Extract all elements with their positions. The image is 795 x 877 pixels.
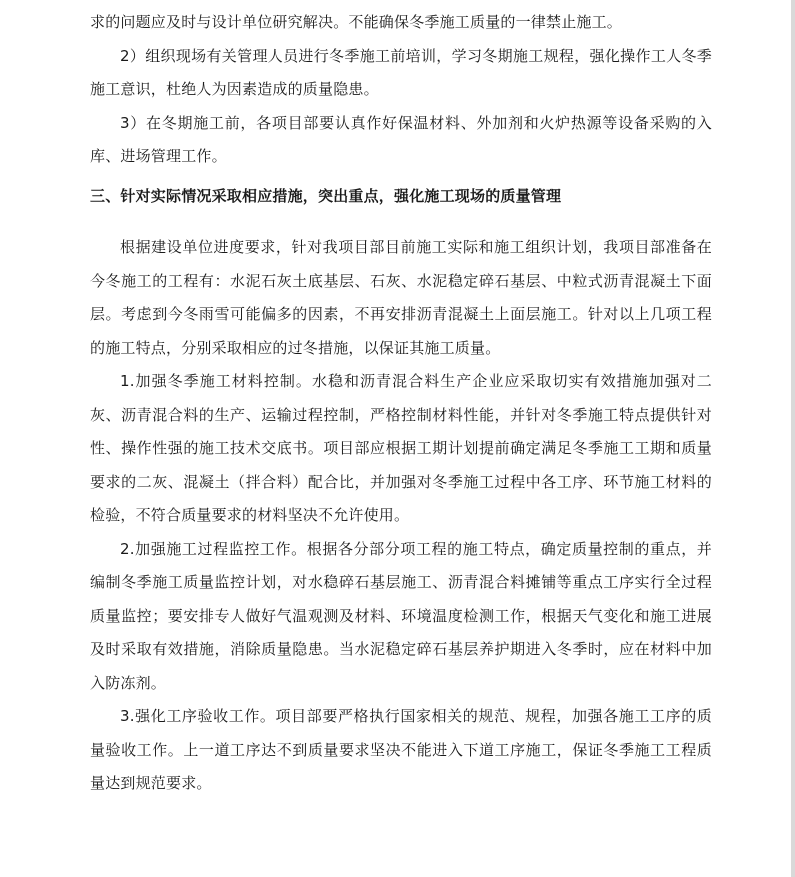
section-heading: 三、针对实际情况采取相应措施，突出重点，强化施工现场的质量管理 [90,186,562,205]
paragraph-process-monitoring: 2.加强施工过程监控工作。根据各分部分项工程的施工特点，确定质量控制的重点，并编制冬季施工质量监控计划，对水稳碎石基层施工、沥青混合料摊铺等重点工序实行全过程质量监控；要安排专人做好气温观测及材料、环境温度检测工作，根据天气变化和施工进展及时采取有效措施，消除质量隐患。当水泥稳定碎石基层养护期进入冬季时，应在材料中加入防冻剂。 [90,539,712,692]
paragraph-material-control: 1.加强冬季施工材料控制。水稳和沥青混合料生产企业应采取切实有效措施加强对二灰、沥青混合料的生产、运输过程控制，严格控制材料性能，并针对冬季施工特点提供针对性、操作性强的施工技术交底书。项目部应根据工期计划提前确定满足冬季施工工期和质量要求的二灰、混凝土（拌合料）配合比，并加强对冬季施工过程中各工序、环节施工材料的检验，不符合质量要求的材料坚决不允许使用。 [90,372,712,524]
paragraph-continuation: 求的问题应及时与设计单位研究解决。不能确保冬季施工质量的一律禁止施工。 [90,13,623,31]
page-edge-divider [791,0,795,877]
paragraph-intro: 根据建设单位进度要求，针对我项目部目前施工实际和施工组织计划，我项目部准备在今冬施工的工程有：水泥石灰土底基层、石灰、水泥稳定碎石基层、中粒式沥青混凝土下面层。考虑到今冬雨雪可能偏多的因素，不再安排沥青混凝土上面层施工。针对以上几项工程的施工特点，分别采取相应的过冬措施，以保证其施工质量。 [90,238,712,357]
paragraph-acceptance: 3.强化工序验收工作。项目部要严格执行国家相关的规范、规程，加强各施工工序的质量验收工作。上一道工序达不到质量要求坚决不能进入下道工序施工，保证冬季施工工程质量达到规范要求。 [90,707,712,792]
paragraph-item-3: 3）在冬期施工前，各项目部要认真作好保温材料、外加剂和火炉热源等设备采购的入库、进场管理工作。 [90,113,712,165]
paragraph-item-2: 2）组织现场有关管理人员进行冬季施工前培训，学习冬期施工规程，强化操作工人冬季施工意识，杜绝人为因素造成的质量隐患。 [90,46,712,98]
document-body [90,6,712,801]
